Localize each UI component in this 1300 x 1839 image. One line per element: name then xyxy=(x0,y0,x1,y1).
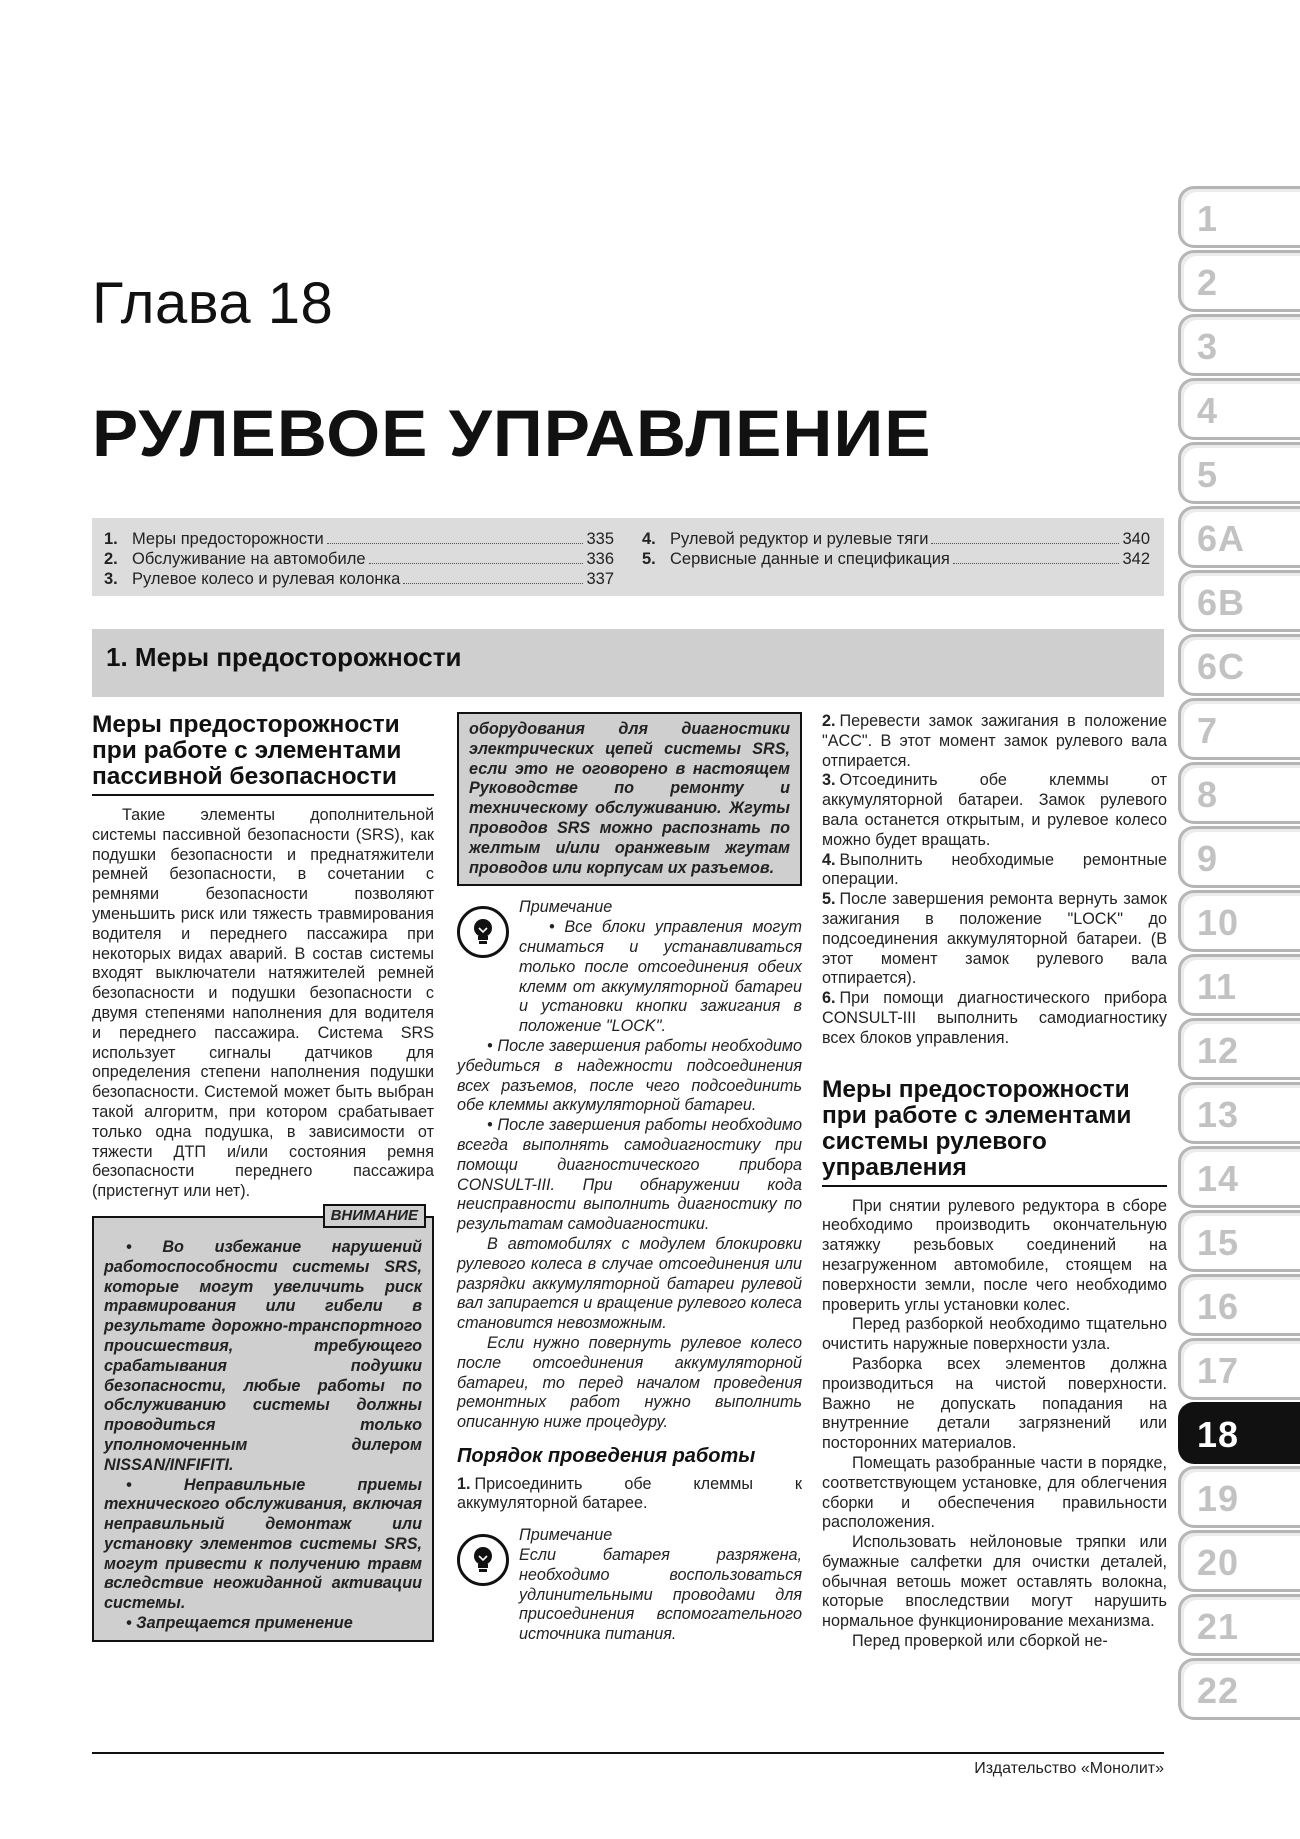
warning-item: • Во избежание нарушений работоспособности системы SRS, которые могут увеличить риск травмирования или гибели в результате дорожно-транспортного происшествия, требующего срабатывания подушки безопасности, любые работы по обслуживанию системы должны проводиться только уполномоченным дилером NISSAN/INFIFITI. xyxy=(104,1237,422,1474)
step-text: После завершения ремонта вернуть замок зажигания в положение "LOCK" до подсоединения аккумуляторной батареи. (В этот момент замок рулевого вала отпирается). xyxy=(822,890,1167,988)
chapter-tab[interactable] xyxy=(1178,1658,1300,1720)
body-paragraph: Разборка всех элементов должна производиться на чистой поверхности. Важно не допускать попадания на внутренние детали загрязнений или посторонних материалов. xyxy=(822,1354,1167,1453)
body-paragraph: Такие элементы дополнительной системы пассивной безопасности (SRS), как подушки безопасности и преднатяжители ремней безопасности, в сочетании с ремнями безопасности позволяют уменьшить риск или тяжесть травмирования водителя и переднего пассажира при некоторых видах аварий. В состав системы входят выключатели натяжителей ремней безопасности и подушки безопасности с двумя степенями наполнения для водителя и переднего пассажира. Система SRS использует сигналы датчиков для определения степени наполнения подушки безопасности. Системой может быть выбран такой алгоритм, при котором срабатывает только одна подушка, в зависимости от тяжести ДТП и/или состояния ремня безопасности переднего пассажира (пристегнут или нет). xyxy=(92,806,434,1201)
chapter-tab-label: 7 xyxy=(1197,710,1219,751)
step-number: 2. xyxy=(822,712,836,730)
step-number: 1. xyxy=(457,1474,471,1493)
step-number: 3. xyxy=(822,771,836,790)
chapter-tab-label: 17 xyxy=(1197,1350,1240,1391)
lightbulb-icon xyxy=(457,1534,509,1586)
procedure-step xyxy=(822,712,1167,771)
chapter-tab-label: 18 xyxy=(1197,1414,1240,1455)
toc-entry[interactable] xyxy=(642,530,1150,550)
toc-entry[interactable] xyxy=(642,550,1150,570)
lightbulb-icon xyxy=(457,906,509,958)
toc-entry[interactable] xyxy=(104,570,614,590)
chapter-tab[interactable] xyxy=(1178,826,1300,888)
toc-leader xyxy=(931,543,1119,544)
note-item: Если батарея разряжена, необходимо воспользоваться удлинительными проводами для присоединения вспомогательного источника питания. xyxy=(519,1546,802,1644)
procedure-step xyxy=(457,1475,802,1515)
toc-num: 1. xyxy=(104,530,118,548)
step-text: Перевести замок зажигания в положение "ACC". В этот момент замок рулевого вала отпирается. xyxy=(822,712,1167,770)
chapter-tab[interactable] xyxy=(1178,1018,1300,1080)
toc-text: Меры предосторожности xyxy=(132,530,324,548)
chapter-tab[interactable] xyxy=(1178,1466,1300,1528)
toc-entry[interactable] xyxy=(104,550,614,570)
toc-leader xyxy=(403,583,583,584)
note-title: Примечание xyxy=(519,898,613,917)
chapter-tab-label: 13 xyxy=(1197,1094,1240,1135)
step-text: Выполнить необходимые ремонтные операции. xyxy=(822,850,1167,889)
procedure-step xyxy=(822,989,1167,1048)
chapter-tab-label: 22 xyxy=(1197,1670,1240,1711)
note-block xyxy=(457,898,802,1433)
procedure-heading: Порядок проведения работы xyxy=(457,1444,756,1467)
toc-leader xyxy=(953,563,1120,564)
toc-text: Сервисные данные и спецификация xyxy=(670,550,950,568)
toc-page: 340 xyxy=(1122,530,1150,548)
chapter-tab-label: 5 xyxy=(1197,454,1219,495)
section-header xyxy=(92,629,1164,697)
procedure-step xyxy=(822,890,1167,989)
chapter-tab-label: 6B xyxy=(1197,582,1246,623)
warning-box xyxy=(92,1206,434,1642)
body-paragraph: Перед разборкой необходимо тщательно очистить наружные поверхности узла. xyxy=(822,1315,1167,1354)
footer-divider xyxy=(92,1752,1164,1754)
chapter-tab-label: 20 xyxy=(1197,1542,1240,1583)
toc-page: 336 xyxy=(586,550,614,568)
chapter-tab[interactable] xyxy=(1178,314,1300,376)
toc-num: 2. xyxy=(104,550,118,568)
chapter-tab-label: 21 xyxy=(1197,1606,1240,1647)
step-text: Отсоединить обе клеммы от аккумуляторной батареи. Замок рулевого вала останется открытым, и рулевое колесо можно будет вращать. xyxy=(822,771,1167,849)
chapter-tab[interactable] xyxy=(1178,698,1300,760)
step-text: При помощи диагностического прибора CONSULT-III выполнить самодиагностику всех блоков управления. xyxy=(822,989,1167,1047)
chapter-tab-label: 19 xyxy=(1197,1478,1240,1519)
chapter-tab-label: 11 xyxy=(1197,966,1238,1007)
chapter-tab-label: 4 xyxy=(1197,390,1219,431)
note-title: Примечание xyxy=(519,1526,613,1545)
warning-item: • Запрещается применение xyxy=(126,1614,353,1633)
chapter-tab-label: 6C xyxy=(1197,646,1246,687)
note-item: В автомобилях с модулем блокировки рулевого колеса в случае отсоединения или разрядки аккумуляторной батареи рулевой вал запирается и вращение рулевого колеса становится невозможным. xyxy=(457,1234,802,1333)
chapter-tab-label: 16 xyxy=(1197,1286,1240,1327)
chapter-tab[interactable] xyxy=(1178,762,1300,824)
chapter-tab[interactable] xyxy=(1178,570,1300,632)
toc-text: Обслуживание на автомобиле xyxy=(132,550,366,568)
chapter-label: Глава 18 xyxy=(92,271,334,336)
note-item: • После завершения работы необходимо всегда выполнять самодиагностику при помощи диагностического прибора CONSULT-III. При обнаружении кода неисправности выполнить диагностику по результатам самодиагностики. xyxy=(457,1116,802,1234)
toc-leader xyxy=(369,563,584,564)
toc-text: Рулевое колесо и рулевая колонка xyxy=(132,570,401,588)
chapter-tab[interactable] xyxy=(1178,186,1300,248)
chapter-tab[interactable] xyxy=(1178,1338,1300,1400)
chapter-tab-label: 15 xyxy=(1197,1222,1240,1263)
warning-label: ВНИМАНИЕ xyxy=(323,1204,426,1228)
chapter-tab[interactable] xyxy=(1178,1402,1300,1464)
note-block xyxy=(457,1526,802,1645)
toc-page: 342 xyxy=(1122,550,1150,568)
column-middle xyxy=(457,712,802,1645)
chapter-tab[interactable] xyxy=(1178,250,1300,312)
warning-box-continued: оборудования для диагностики электрических цепей системы SRS, если это не оговорено в настоящем Руководстве по ремонту и техническому обслуживанию. Жгуты проводов SRS можно распознать по желтым и/или оранжевым жгутам проводов или корпусам их разъемов. xyxy=(457,712,802,886)
subsection-heading: Меры предосторожности при работе с элементами пассивной безопасности xyxy=(92,712,434,796)
note-item: Если нужно повернуть рулевое колесо после отсоединения аккумуляторной батареи, то перед началом проведения ремонтных работ нужно выполнить описанную ниже процедуру. xyxy=(457,1333,802,1432)
step-number: 6. xyxy=(822,989,836,1008)
step-text: Присоединить обе клеммы к аккумуляторной батарее. xyxy=(457,1474,802,1513)
toc-num: 3. xyxy=(104,570,118,588)
column-right xyxy=(822,712,1167,1652)
chapter-tab[interactable] xyxy=(1178,378,1300,440)
chapter-tab[interactable] xyxy=(1178,1146,1300,1208)
body-paragraph: Использовать нейлоновые тряпки или бумажные салфетки для очистки деталей, обычная ветошь может оставлять волокна, которые впоследствии могут нарушить нормальное функционирование механизма. xyxy=(822,1533,1167,1631)
chapter-tab[interactable] xyxy=(1178,1594,1300,1656)
chapter-tab[interactable] xyxy=(1178,890,1300,952)
chapter-tab[interactable] xyxy=(1178,1530,1300,1592)
chapter-tab[interactable] xyxy=(1178,1274,1300,1336)
body-paragraph: Помещать разобранные части в порядке, соответствующем установке, для облегчения сборки и обеспечения правильности расположения. xyxy=(822,1453,1167,1532)
step-number: 5. xyxy=(822,890,836,909)
toc-leader xyxy=(327,543,584,544)
chapter-tab-label: 14 xyxy=(1197,1158,1240,1199)
toc-num: 5. xyxy=(642,550,656,568)
chapter-tab[interactable] xyxy=(1178,1082,1300,1144)
table-of-contents xyxy=(92,518,1164,596)
subsection-heading: Меры предосторожности при работе с элементами системы рулевого управления xyxy=(822,1077,1167,1187)
toc-column-right xyxy=(642,530,1150,570)
note-item: • Все блоки управления могут сниматься и устанавливаться только после отсоединения обеих клемм от аккумуляторной батареи и установки кнопки зажигания в положение "LOCK". xyxy=(519,918,802,1036)
column-left xyxy=(92,712,434,1642)
lightbulb-icon-graphic xyxy=(466,1543,500,1577)
lightbulb-icon-graphic xyxy=(466,915,500,949)
chapter-tab-label: 2 xyxy=(1197,262,1219,303)
body-paragraph: При снятии рулевого редуктора в сборе необходимо производить окончательную затяжку резьбовых соединений на незагруженном автомобиле, стоящем на поверхности земли, после чего необходимо проверить углы установки колес. xyxy=(822,1196,1167,1314)
chapter-tab-label: 8 xyxy=(1197,774,1219,815)
toc-page: 335 xyxy=(586,530,614,548)
chapter-tab-label: 6A xyxy=(1197,518,1246,559)
toc-page: 337 xyxy=(586,570,614,588)
chapter-tabs xyxy=(1178,186,1300,1722)
toc-column-left xyxy=(104,530,614,590)
chapter-tab-label: 10 xyxy=(1197,902,1240,943)
chapter-tab[interactable] xyxy=(1178,954,1300,1016)
note-item: • После завершения работы необходимо убедиться в надежности подсоединения всех разъемов, после чего подсоединить обе клеммы аккумуляторной батареи. xyxy=(457,1036,802,1115)
toc-text: Рулевой редуктор и рулевые тяги xyxy=(670,530,929,548)
warning-item: • Неправильные приемы технического обслуживания, включая неправильный демонтаж или установку элементов системы SRS, могут привести к получению травм вследствие неожиданной активации системы. xyxy=(104,1475,422,1613)
chapter-tab-label: 12 xyxy=(1197,1030,1240,1071)
chapter-tab[interactable] xyxy=(1178,1210,1300,1272)
procedure-step xyxy=(822,851,1167,891)
chapter-tab[interactable] xyxy=(1178,442,1300,504)
body-paragraph: Перед проверкой или сборкой не- xyxy=(852,1632,1108,1651)
toc-num: 4. xyxy=(642,530,656,548)
section-title: 1. Меры предосторожности xyxy=(106,642,462,672)
chapter-tab-label: 1 xyxy=(1197,198,1219,239)
chapter-tab[interactable] xyxy=(1178,634,1300,696)
step-number: 4. xyxy=(822,850,836,869)
toc-entry[interactable] xyxy=(104,530,614,550)
publisher-footer: Издательство «Монолит» xyxy=(974,1760,1164,1777)
chapter-tab-label: 3 xyxy=(1197,326,1219,367)
chapter-tab[interactable] xyxy=(1178,506,1300,568)
chapter-title: РУЛЕВОЕ УПРАВЛЕНИЕ xyxy=(92,396,932,470)
procedure-step xyxy=(822,771,1167,850)
chapter-tab-label: 9 xyxy=(1197,838,1219,879)
